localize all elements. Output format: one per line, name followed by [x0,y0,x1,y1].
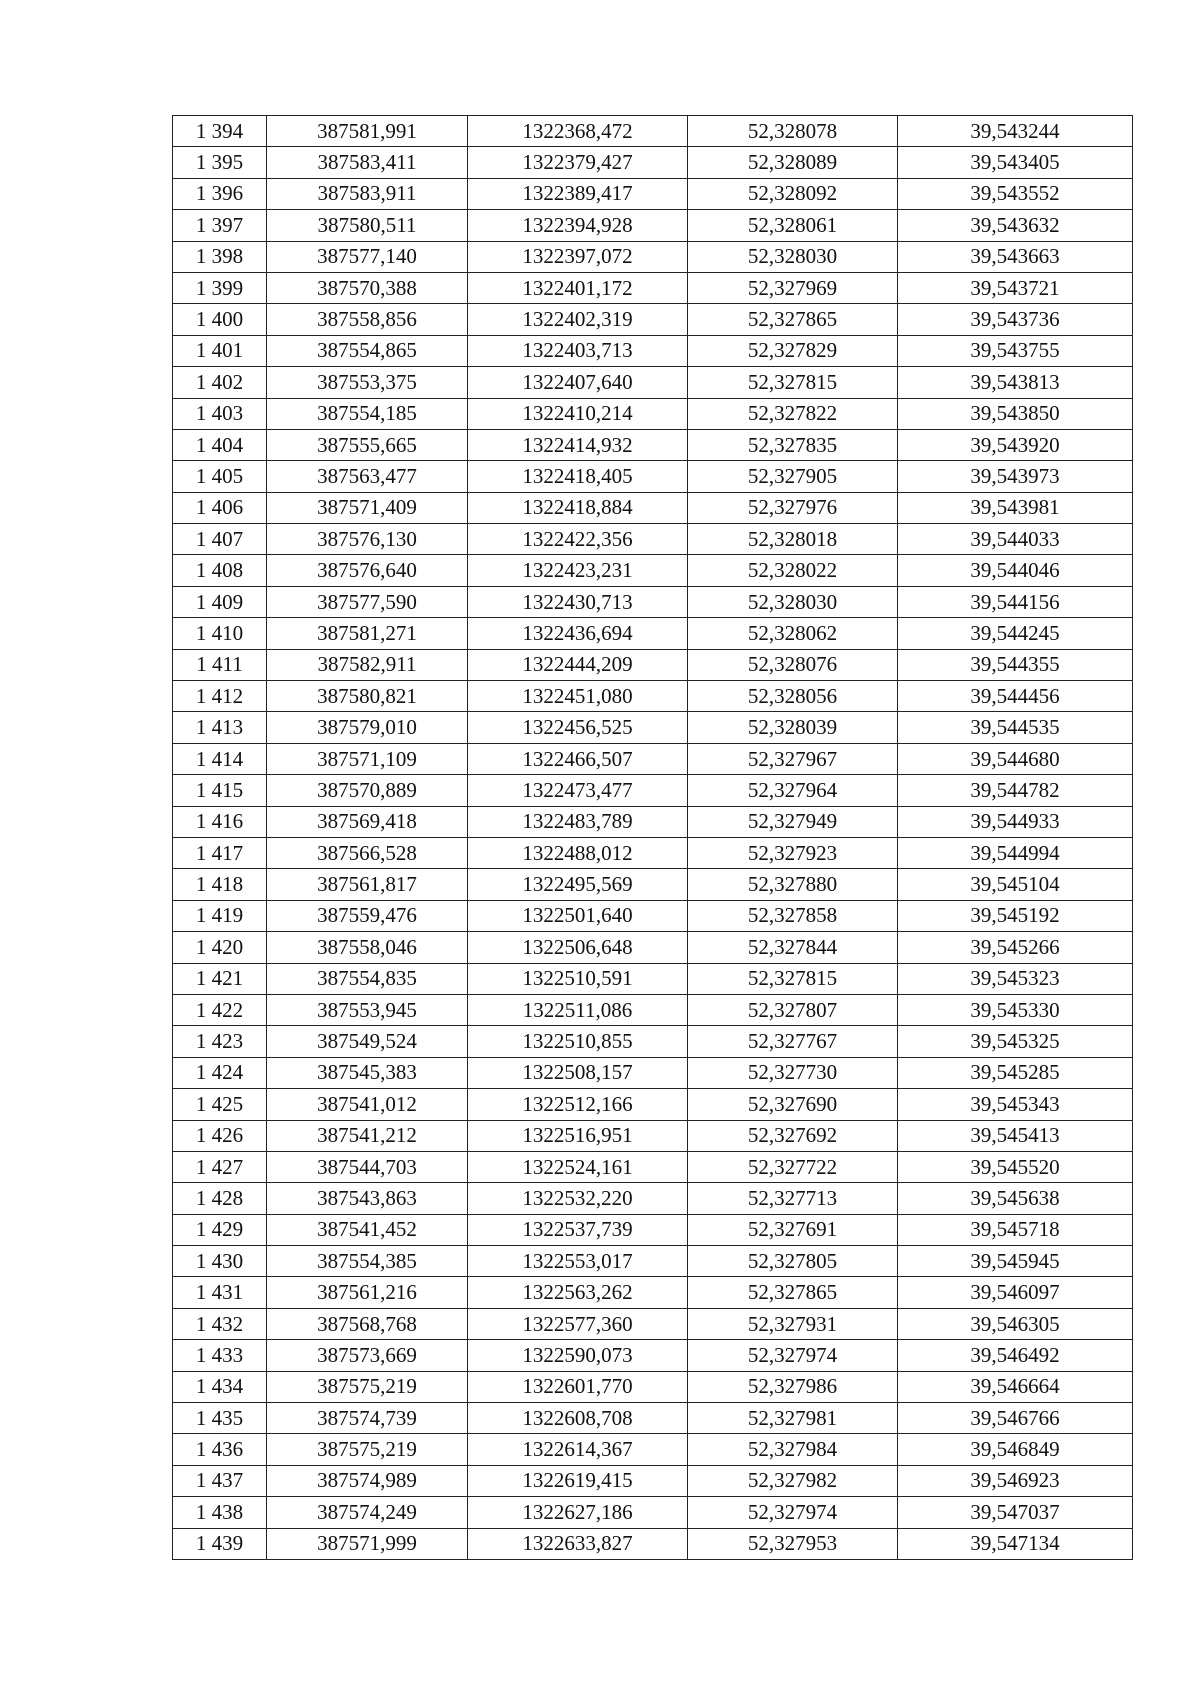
y-coordinate-cell: 1322553,017 [468,1246,688,1277]
x-coordinate-cell: 387558,046 [267,932,468,963]
y-coordinate-cell: 1322506,648 [468,932,688,963]
point-number-cell: 1 431 [173,1277,267,1308]
point-number-cell: 1 396 [173,178,267,209]
coordinates-table [172,115,1133,1560]
table-row [173,681,1133,712]
point-number-cell: 1 405 [173,461,267,492]
longitude-cell: 39,547037 [898,1497,1133,1528]
longitude-cell: 39,543552 [898,178,1133,209]
point-number-cell: 1 438 [173,1497,267,1528]
x-coordinate-cell: 387583,411 [267,147,468,178]
y-coordinate-cell: 1322532,220 [468,1183,688,1214]
y-coordinate-cell: 1322510,855 [468,1026,688,1057]
latitude-cell: 52,327923 [688,837,898,868]
latitude-cell: 52,327805 [688,1246,898,1277]
latitude-cell: 52,327829 [688,335,898,366]
latitude-cell: 52,327969 [688,272,898,303]
y-coordinate-cell: 1322444,209 [468,649,688,680]
latitude-cell: 52,327982 [688,1465,898,1496]
table-row [173,461,1133,492]
point-number-cell: 1 406 [173,492,267,523]
latitude-cell: 52,327931 [688,1308,898,1339]
x-coordinate-cell: 387577,590 [267,586,468,617]
y-coordinate-cell: 1322407,640 [468,367,688,398]
x-coordinate-cell: 387559,476 [267,900,468,931]
table-row [173,1277,1133,1308]
point-number-cell: 1 404 [173,429,267,460]
longitude-cell: 39,545325 [898,1026,1133,1057]
point-number-cell: 1 434 [173,1371,267,1402]
longitude-cell: 39,547134 [898,1528,1133,1559]
y-coordinate-cell: 1322501,640 [468,900,688,931]
x-coordinate-cell: 387580,821 [267,681,468,712]
latitude-cell: 52,328076 [688,649,898,680]
table-row [173,178,1133,209]
x-coordinate-cell: 387583,911 [267,178,468,209]
x-coordinate-cell: 387571,109 [267,743,468,774]
table-row [173,963,1133,994]
table-row [173,1120,1133,1151]
point-number-cell: 1 436 [173,1434,267,1465]
y-coordinate-cell: 1322512,166 [468,1089,688,1120]
table-row [173,1246,1133,1277]
latitude-cell: 52,327880 [688,869,898,900]
x-coordinate-cell: 387549,524 [267,1026,468,1057]
x-coordinate-cell: 387571,999 [267,1528,468,1559]
x-coordinate-cell: 387580,511 [267,210,468,241]
latitude-cell: 52,328061 [688,210,898,241]
latitude-cell: 52,327865 [688,304,898,335]
point-number-cell: 1 403 [173,398,267,429]
x-coordinate-cell: 387543,863 [267,1183,468,1214]
point-number-cell: 1 414 [173,743,267,774]
latitude-cell: 52,328018 [688,524,898,555]
longitude-cell: 39,544456 [898,681,1133,712]
table-row [173,147,1133,178]
longitude-cell: 39,543981 [898,492,1133,523]
point-number-cell: 1 424 [173,1057,267,1088]
x-coordinate-cell: 387554,185 [267,398,468,429]
table-row [173,524,1133,555]
table-row [173,1026,1133,1057]
latitude-cell: 52,327986 [688,1371,898,1402]
longitude-cell: 39,543632 [898,210,1133,241]
x-coordinate-cell: 387541,212 [267,1120,468,1151]
longitude-cell: 39,545343 [898,1089,1133,1120]
longitude-cell: 39,544156 [898,586,1133,617]
latitude-cell: 52,327865 [688,1277,898,1308]
y-coordinate-cell: 1322614,367 [468,1434,688,1465]
point-number-cell: 1 416 [173,806,267,837]
table-row [173,116,1133,147]
y-coordinate-cell: 1322451,080 [468,681,688,712]
y-coordinate-cell: 1322389,417 [468,178,688,209]
longitude-cell: 39,546492 [898,1340,1133,1371]
y-coordinate-cell: 1322397,072 [468,241,688,272]
y-coordinate-cell: 1322456,525 [468,712,688,743]
y-coordinate-cell: 1322418,884 [468,492,688,523]
table-row [173,1089,1133,1120]
coordinates-table-body [173,116,1133,1560]
x-coordinate-cell: 387569,418 [267,806,468,837]
x-coordinate-cell: 387544,703 [267,1151,468,1182]
longitude-cell: 39,545266 [898,932,1133,963]
table-row [173,1183,1133,1214]
y-coordinate-cell: 1322401,172 [468,272,688,303]
point-number-cell: 1 401 [173,335,267,366]
point-number-cell: 1 427 [173,1151,267,1182]
point-number-cell: 1 412 [173,681,267,712]
point-number-cell: 1 421 [173,963,267,994]
table-row [173,398,1133,429]
point-number-cell: 1 422 [173,994,267,1025]
latitude-cell: 52,328078 [688,116,898,147]
y-coordinate-cell: 1322473,477 [468,775,688,806]
longitude-cell: 39,545104 [898,869,1133,900]
table-row [173,1340,1133,1371]
x-coordinate-cell: 387553,945 [267,994,468,1025]
point-number-cell: 1 397 [173,210,267,241]
longitude-cell: 39,543405 [898,147,1133,178]
point-number-cell: 1 399 [173,272,267,303]
longitude-cell: 39,545520 [898,1151,1133,1182]
point-number-cell: 1 402 [173,367,267,398]
longitude-cell: 39,546923 [898,1465,1133,1496]
longitude-cell: 39,544680 [898,743,1133,774]
x-coordinate-cell: 387563,477 [267,461,468,492]
y-coordinate-cell: 1322510,591 [468,963,688,994]
table-row [173,649,1133,680]
longitude-cell: 39,543755 [898,335,1133,366]
table-row [173,241,1133,272]
x-coordinate-cell: 387541,452 [267,1214,468,1245]
x-coordinate-cell: 387561,817 [267,869,468,900]
point-number-cell: 1 407 [173,524,267,555]
x-coordinate-cell: 387571,409 [267,492,468,523]
latitude-cell: 52,328030 [688,586,898,617]
point-number-cell: 1 408 [173,555,267,586]
latitude-cell: 52,328022 [688,555,898,586]
y-coordinate-cell: 1322402,319 [468,304,688,335]
y-coordinate-cell: 1322430,713 [468,586,688,617]
table-row [173,555,1133,586]
y-coordinate-cell: 1322563,262 [468,1277,688,1308]
table-row [173,367,1133,398]
longitude-cell: 39,543920 [898,429,1133,460]
point-number-cell: 1 423 [173,1026,267,1057]
y-coordinate-cell: 1322511,086 [468,994,688,1025]
longitude-cell: 39,546849 [898,1434,1133,1465]
table-row [173,775,1133,806]
x-coordinate-cell: 387568,768 [267,1308,468,1339]
longitude-cell: 39,545945 [898,1246,1133,1277]
x-coordinate-cell: 387558,856 [267,304,468,335]
y-coordinate-cell: 1322601,770 [468,1371,688,1402]
table-row [173,712,1133,743]
point-number-cell: 1 432 [173,1308,267,1339]
table-row [173,335,1133,366]
x-coordinate-cell: 387566,528 [267,837,468,868]
longitude-cell: 39,543721 [898,272,1133,303]
table-row [173,1497,1133,1528]
point-number-cell: 1 394 [173,116,267,147]
latitude-cell: 52,327690 [688,1089,898,1120]
y-coordinate-cell: 1322537,739 [468,1214,688,1245]
table-row [173,210,1133,241]
point-number-cell: 1 411 [173,649,267,680]
latitude-cell: 52,327844 [688,932,898,963]
latitude-cell: 52,327974 [688,1497,898,1528]
x-coordinate-cell: 387574,739 [267,1403,468,1434]
latitude-cell: 52,327815 [688,963,898,994]
table-row [173,304,1133,335]
latitude-cell: 52,327730 [688,1057,898,1088]
latitude-cell: 52,327981 [688,1403,898,1434]
latitude-cell: 52,328092 [688,178,898,209]
longitude-cell: 39,546097 [898,1277,1133,1308]
x-coordinate-cell: 387576,640 [267,555,468,586]
point-number-cell: 1 426 [173,1120,267,1151]
point-number-cell: 1 395 [173,147,267,178]
latitude-cell: 52,327858 [688,900,898,931]
table-row [173,586,1133,617]
latitude-cell: 52,327691 [688,1214,898,1245]
x-coordinate-cell: 387576,130 [267,524,468,555]
table-row [173,994,1133,1025]
point-number-cell: 1 398 [173,241,267,272]
x-coordinate-cell: 387553,375 [267,367,468,398]
table-row [173,1371,1133,1402]
y-coordinate-cell: 1322379,427 [468,147,688,178]
point-number-cell: 1 417 [173,837,267,868]
latitude-cell: 52,327692 [688,1120,898,1151]
longitude-cell: 39,545718 [898,1214,1133,1245]
longitude-cell: 39,544245 [898,618,1133,649]
point-number-cell: 1 429 [173,1214,267,1245]
latitude-cell: 52,327964 [688,775,898,806]
latitude-cell: 52,328030 [688,241,898,272]
table-row [173,1434,1133,1465]
longitude-cell: 39,544046 [898,555,1133,586]
y-coordinate-cell: 1322633,827 [468,1528,688,1559]
x-coordinate-cell: 387545,383 [267,1057,468,1088]
table-row [173,1403,1133,1434]
y-coordinate-cell: 1322466,507 [468,743,688,774]
point-number-cell: 1 413 [173,712,267,743]
x-coordinate-cell: 387579,010 [267,712,468,743]
table-row [173,900,1133,931]
latitude-cell: 52,327953 [688,1528,898,1559]
x-coordinate-cell: 387561,216 [267,1277,468,1308]
x-coordinate-cell: 387554,835 [267,963,468,994]
point-number-cell: 1 419 [173,900,267,931]
y-coordinate-cell: 1322436,694 [468,618,688,649]
x-coordinate-cell: 387574,989 [267,1465,468,1496]
point-number-cell: 1 415 [173,775,267,806]
latitude-cell: 52,327807 [688,994,898,1025]
table-row [173,743,1133,774]
point-number-cell: 1 420 [173,932,267,963]
longitude-cell: 39,545192 [898,900,1133,931]
latitude-cell: 52,327722 [688,1151,898,1182]
point-number-cell: 1 435 [173,1403,267,1434]
y-coordinate-cell: 1322488,012 [468,837,688,868]
table-row [173,1214,1133,1245]
y-coordinate-cell: 1322422,356 [468,524,688,555]
latitude-cell: 52,328089 [688,147,898,178]
latitude-cell: 52,327822 [688,398,898,429]
table-row [173,869,1133,900]
latitude-cell: 52,328062 [688,618,898,649]
latitude-cell: 52,327835 [688,429,898,460]
y-coordinate-cell: 1322423,231 [468,555,688,586]
y-coordinate-cell: 1322627,186 [468,1497,688,1528]
y-coordinate-cell: 1322394,928 [468,210,688,241]
x-coordinate-cell: 387575,219 [267,1371,468,1402]
point-number-cell: 1 439 [173,1528,267,1559]
longitude-cell: 39,543850 [898,398,1133,429]
point-number-cell: 1 428 [173,1183,267,1214]
y-coordinate-cell: 1322516,951 [468,1120,688,1151]
y-coordinate-cell: 1322495,569 [468,869,688,900]
longitude-cell: 39,545323 [898,963,1133,994]
longitude-cell: 39,545413 [898,1120,1133,1151]
table-row [173,932,1133,963]
table-row [173,1308,1133,1339]
x-coordinate-cell: 387581,271 [267,618,468,649]
x-coordinate-cell: 387581,991 [267,116,468,147]
y-coordinate-cell: 1322608,708 [468,1403,688,1434]
table-row [173,272,1133,303]
y-coordinate-cell: 1322368,472 [468,116,688,147]
longitude-cell: 39,543736 [898,304,1133,335]
latitude-cell: 52,327984 [688,1434,898,1465]
x-coordinate-cell: 387541,012 [267,1089,468,1120]
point-number-cell: 1 437 [173,1465,267,1496]
longitude-cell: 39,543813 [898,367,1133,398]
table-row [173,837,1133,868]
point-number-cell: 1 409 [173,586,267,617]
y-coordinate-cell: 1322483,789 [468,806,688,837]
longitude-cell: 39,546305 [898,1308,1133,1339]
longitude-cell: 39,545638 [898,1183,1133,1214]
table-row [173,429,1133,460]
longitude-cell: 39,544535 [898,712,1133,743]
latitude-cell: 52,327967 [688,743,898,774]
x-coordinate-cell: 387570,388 [267,272,468,303]
longitude-cell: 39,544033 [898,524,1133,555]
y-coordinate-cell: 1322410,214 [468,398,688,429]
longitude-cell: 39,543973 [898,461,1133,492]
y-coordinate-cell: 1322414,932 [468,429,688,460]
y-coordinate-cell: 1322577,360 [468,1308,688,1339]
longitude-cell: 39,545285 [898,1057,1133,1088]
point-number-cell: 1 425 [173,1089,267,1120]
table-row [173,806,1133,837]
table-row [173,1151,1133,1182]
x-coordinate-cell: 387575,219 [267,1434,468,1465]
latitude-cell: 52,328039 [688,712,898,743]
table-row [173,1465,1133,1496]
y-coordinate-cell: 1322619,415 [468,1465,688,1496]
point-number-cell: 1 430 [173,1246,267,1277]
latitude-cell: 52,327713 [688,1183,898,1214]
x-coordinate-cell: 387554,385 [267,1246,468,1277]
x-coordinate-cell: 387582,911 [267,649,468,680]
longitude-cell: 39,546766 [898,1403,1133,1434]
x-coordinate-cell: 387577,140 [267,241,468,272]
point-number-cell: 1 410 [173,618,267,649]
table-row [173,492,1133,523]
y-coordinate-cell: 1322524,161 [468,1151,688,1182]
longitude-cell: 39,544782 [898,775,1133,806]
y-coordinate-cell: 1322403,713 [468,335,688,366]
x-coordinate-cell: 387555,665 [267,429,468,460]
latitude-cell: 52,327976 [688,492,898,523]
latitude-cell: 52,327974 [688,1340,898,1371]
longitude-cell: 39,546664 [898,1371,1133,1402]
table-row [173,1057,1133,1088]
point-number-cell: 1 418 [173,869,267,900]
y-coordinate-cell: 1322508,157 [468,1057,688,1088]
latitude-cell: 52,327767 [688,1026,898,1057]
longitude-cell: 39,544355 [898,649,1133,680]
latitude-cell: 52,327815 [688,367,898,398]
y-coordinate-cell: 1322418,405 [468,461,688,492]
longitude-cell: 39,543663 [898,241,1133,272]
latitude-cell: 52,328056 [688,681,898,712]
longitude-cell: 39,543244 [898,116,1133,147]
point-number-cell: 1 433 [173,1340,267,1371]
y-coordinate-cell: 1322590,073 [468,1340,688,1371]
table-row [173,618,1133,649]
longitude-cell: 39,545330 [898,994,1133,1025]
table-row [173,1528,1133,1559]
x-coordinate-cell: 387570,889 [267,775,468,806]
latitude-cell: 52,327905 [688,461,898,492]
latitude-cell: 52,327949 [688,806,898,837]
x-coordinate-cell: 387573,669 [267,1340,468,1371]
longitude-cell: 39,544994 [898,837,1133,868]
longitude-cell: 39,544933 [898,806,1133,837]
x-coordinate-cell: 387554,865 [267,335,468,366]
point-number-cell: 1 400 [173,304,267,335]
x-coordinate-cell: 387574,249 [267,1497,468,1528]
